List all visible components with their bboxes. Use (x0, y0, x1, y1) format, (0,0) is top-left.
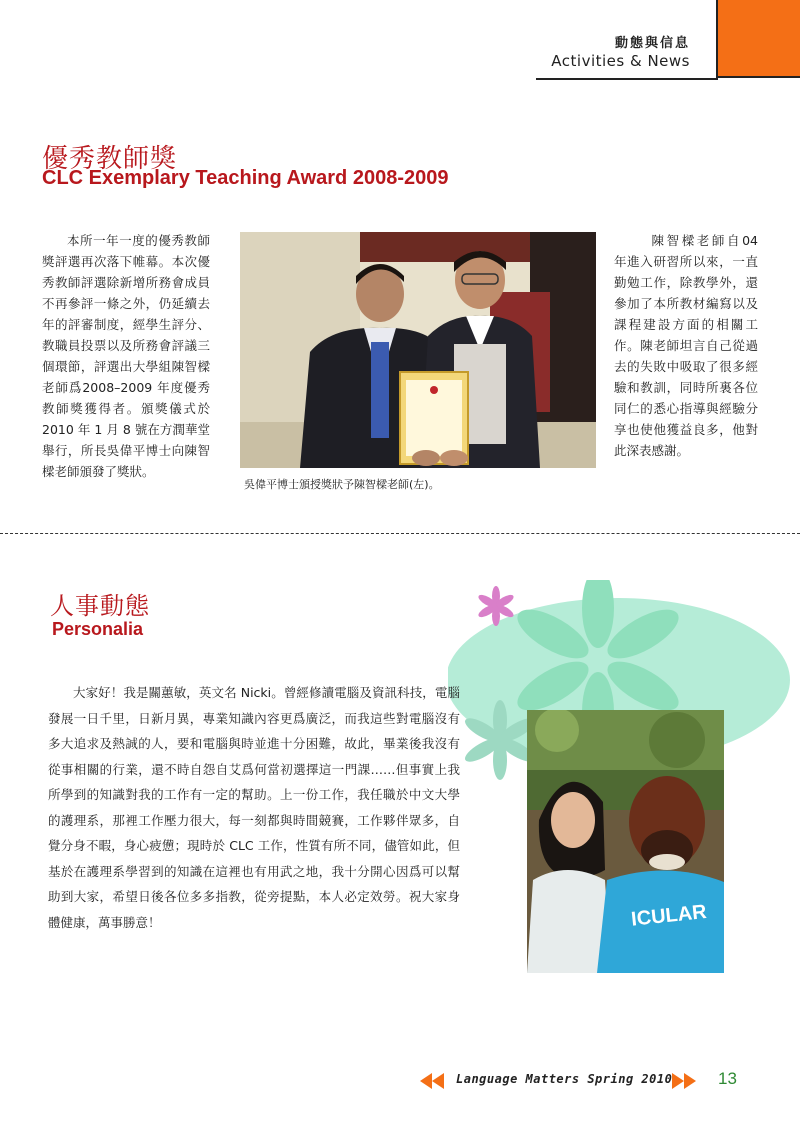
shirt-text: ICULAR (630, 900, 708, 931)
personalia-photo (527, 710, 724, 973)
arrow-left-icon (420, 1073, 432, 1089)
header-section-en: Activities & News (551, 52, 690, 70)
award-column-right: 陳智樑老師自04 年進入研習所以來，一直勤勉工作，除教學外，還參加了本所教材編寫以及課程建設方面的相關工作。陳老師坦言自己從過去的失敗中吸取了很多經驗和教訓，同時所裏各位同仁的悉心指導與經驗分享也使他獲益良多，他對此深表感謝。 (614, 233, 758, 458)
header-accent-block (716, 0, 800, 78)
arrow-right-icon (684, 1073, 696, 1089)
personalia-body: 大家好！我是關蕙敏，英文名 Nicki。曾經修讀電腦及資訊科技，電腦發展一日千里，日新月異，專業知識內容更爲廣泛，而我這些對電腦沒有多大追求及熱誠的人，要和電腦與時並進十分困難，故此，畢業後我沒有從事相關的行業，還不時自怨自艾爲何當初選擇這一門課……但事實上我所學到的知識對我的工作有一定的幫助。上一份工作，我任職於中文大學的護理系，那裡工作壓力很大，每一刻都與時間競賽，工作夥伴眾多，自覺分身不暇，身心疲憊；現時於 CLC 工作，性質有所不同，儘管如此，但基於在護理系學習到的知識在這裡也有用武之地，我十分開心因爲可以幫助到大家，希望日後各位多多指教，從旁提點，本人必定效勞。祝大家身體健康，萬事勝意！ (48, 685, 460, 930)
award-title-zh: 優秀教師獎 (42, 144, 178, 174)
award-photo-caption: 吳偉平博士頒授獎狀予陳智樑老師(左)。 (244, 478, 440, 491)
personalia-title-zh: 人事動態 (50, 592, 150, 620)
arrow-left-icon (432, 1073, 444, 1089)
award-photo (240, 232, 596, 468)
header-underline (536, 78, 718, 80)
footer-publication: Language Matters Spring 2010 (456, 1072, 673, 1086)
page-number: 13 (718, 1069, 737, 1088)
section-divider (0, 533, 800, 534)
award-title-en: CLC Exemplary Teaching Award 2008-2009 (42, 167, 449, 189)
award-column-left: 本所一年一度的優秀教師獎評選再次落下帷幕。本次優秀教師評選除新增所務會成員不再參評一條之外，仍延續去年的評審制度，經學生評分、教職員投票以及所務會評議三個環節，評選出大學組陳智樑老師爲2008–2009 年度優秀教師獎獲得者。頒獎儀式於 2010 年 1 月 8 號在方潤華堂舉行，所長吳偉平博士向陳智樑老師頒發了獎狀。 (42, 233, 210, 479)
header-section-zh: 動態與信息 (614, 36, 690, 51)
personalia-title-en: Personalia (52, 619, 144, 639)
arrow-right-icon (672, 1073, 684, 1089)
